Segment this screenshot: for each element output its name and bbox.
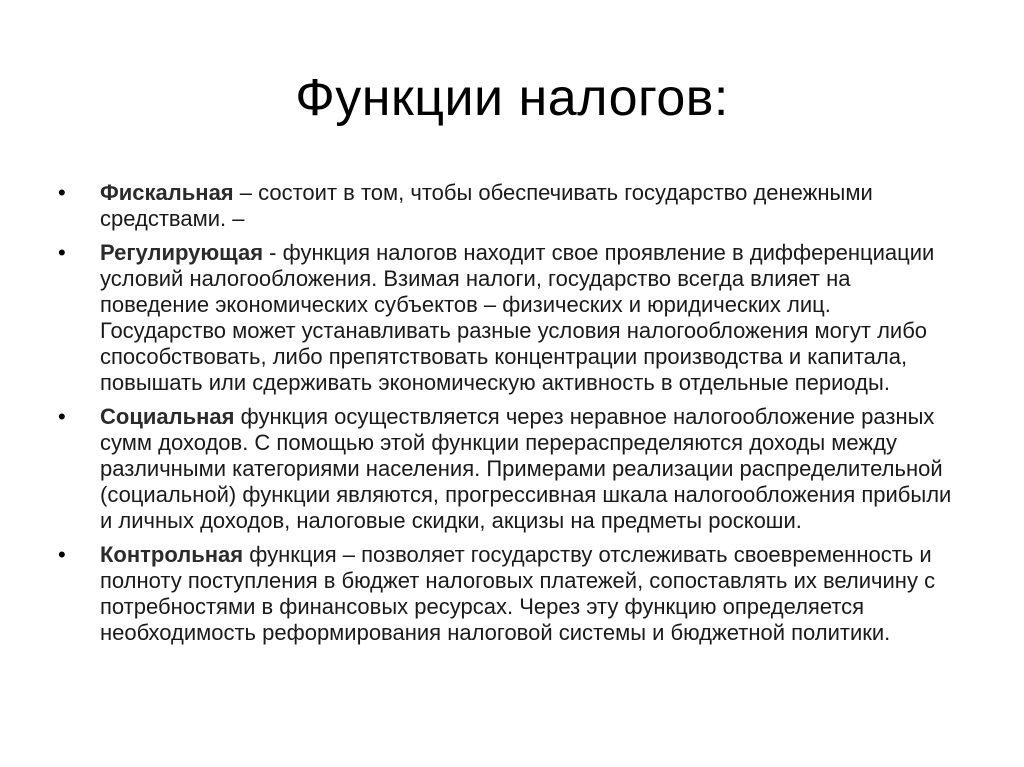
bullet-text: - функция налогов находит свое проявление в дифференциации условий налогообложения. Взимая налоги, государство всегда влияет на поведение экономических субъектов – физических и юридических лиц. Государство может устанавливать разные условия налогообложения могут либо способствовать, либо препятствовать концентрации производства и капитала, повышать или сдерживать экономическую активность в отдельные периоды. xyxy=(100,240,935,395)
bullet-term: Социальная xyxy=(100,404,235,429)
bullet-text: функция – позволяет государству отслеживать своевременность и полноту поступления в бюджет налоговых платежей, сопоставлять их величину с потребностями в финансовых ресурсах. Через эту функцию определяется необходимость реформирования налоговой системы и бюджетной политики. xyxy=(100,542,936,645)
bullet-icon: • xyxy=(58,404,66,429)
bullet-term: Контрольная xyxy=(100,542,244,567)
bullet-text: – состоит в том, чтобы обеспечивать государство денежными средствами. – xyxy=(100,180,873,231)
bullet-text: функция осуществляется через неравное налогообложение разных сумм доходов. С помощью этой функции перераспределяются доходы между различными категориями населения. Примерами реализации распределительной (социальной) функции являются, прогрессивная шкала налогообложения прибыли и личных доходов, налоговые скидки, акцизы на предметы роскоши. xyxy=(100,404,952,533)
bullet-term: Фискальная xyxy=(100,180,234,205)
bullet-icon: • xyxy=(58,240,66,265)
bullet-term: Регулирующая xyxy=(100,240,264,265)
bullet-item-social xyxy=(58,404,958,534)
bullet-item-regulatory xyxy=(58,240,958,396)
bullet-icon: • xyxy=(58,542,66,567)
bullet-list xyxy=(58,180,958,654)
bullet-item-control xyxy=(58,542,958,646)
bullet-icon: • xyxy=(58,180,66,205)
slide-title: Функции налогов: xyxy=(295,69,729,127)
bullet-item-fiscal xyxy=(58,180,958,232)
